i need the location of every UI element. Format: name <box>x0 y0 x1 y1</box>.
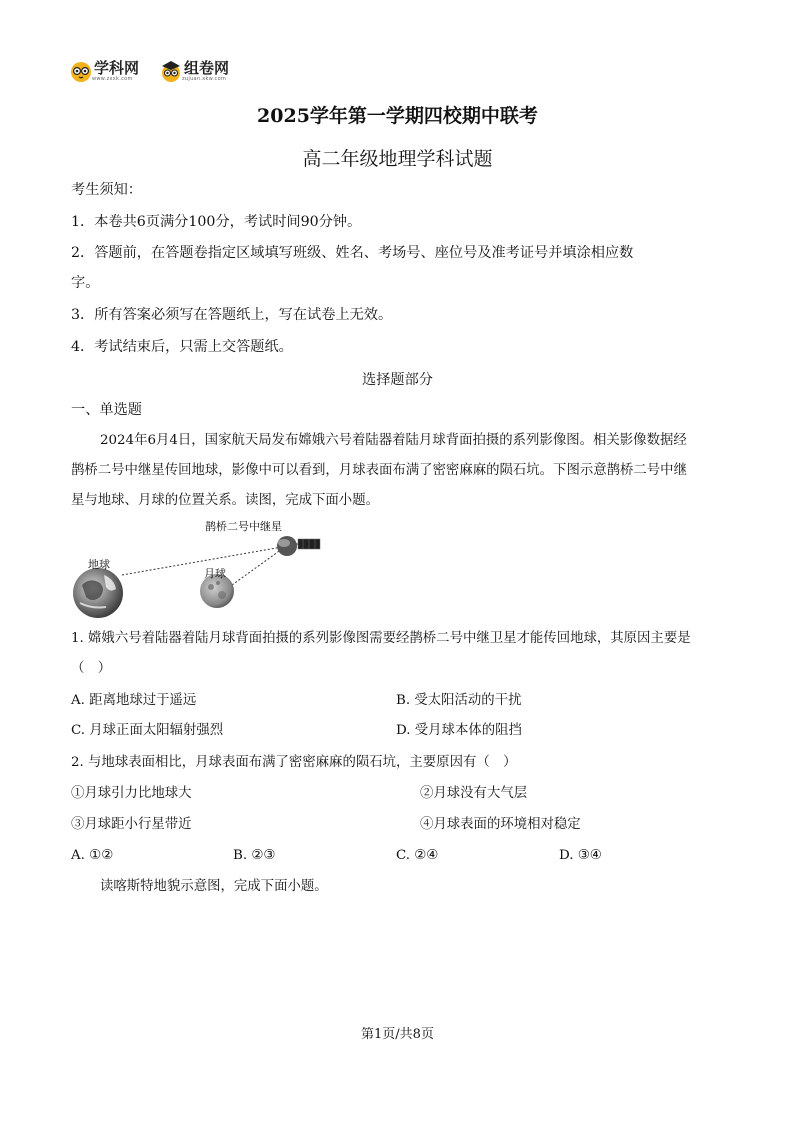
satellite-icon <box>277 536 320 556</box>
satellite-label: 鹊桥二号中继星 <box>205 520 282 533</box>
section-title: 选择题部分 <box>362 372 433 388</box>
logo-text: 组卷网 <box>184 59 230 77</box>
q1-option-b: B. 受太阳活动的干扰 <box>396 693 522 708</box>
exam-subtitle: 高二年级地理学科试题 <box>302 148 493 170</box>
notice-item-2-cont: 字。 <box>71 275 100 291</box>
earth-satellite-link <box>122 547 282 575</box>
earth-icon <box>73 568 123 618</box>
q2-statement-3: ③月球距小行星带近 <box>71 817 192 832</box>
q2-option-a: A. ①② <box>71 848 114 863</box>
q2-option-b: B. ②③ <box>233 848 276 863</box>
q2-statement-4: ④月球表面的环境相对稳定 <box>420 817 581 832</box>
notice-item-4: 4．考试结束后，只需上交答题纸。 <box>71 339 293 355</box>
logo-xuekewang <box>70 60 139 82</box>
notice-item-1: 1．本卷共6页满分100分，考试时间90分钟。 <box>71 214 362 230</box>
q2-option-c: C. ②④ <box>396 848 439 863</box>
intro-line-3: 星与地球、月球的位置关系。读图，完成下面小题。 <box>71 493 379 508</box>
owl-icon <box>70 60 92 82</box>
notice-heading: 考生须知： <box>71 182 142 198</box>
q1-paren: （ ） <box>71 661 112 676</box>
intro-line-1: 2024年6月4日，国家航天局发布嫦娥六号着陆器着陆月球背面拍摄的系列影像图。相关影像数据经 <box>100 433 687 448</box>
q2-statement-2: ②月球没有大气层 <box>420 786 528 801</box>
q1-stem: 1. 嫦娥六号着陆器着陆月球背面拍摄的系列影像图需要经鹊桥二号中继卫星才能传回地球，其原因主要是 <box>71 631 691 646</box>
notice-item-2: 2．答题前，在答题卷指定区域填写班级、姓名、考场号、座位号及准考证号并填涂相应数 <box>71 245 634 261</box>
intro-line-2: 鹊桥二号中继星传回地球，影像中可以看到，月球表面布满了密密麻麻的陨石坑。下图示意鹊桥二号中继 <box>71 463 687 478</box>
logo-url: www.zxxk.com <box>92 76 133 82</box>
notice-item-3: 3．所有答案必须写在答题纸上，写在试卷上无效。 <box>71 307 393 323</box>
q1-option-d: D. 受月球本体的阻挡 <box>396 723 522 738</box>
q1-option-a: A. 距离地球过于遥远 <box>71 693 197 708</box>
logo-url: zujuan.xkw.com <box>182 76 227 82</box>
logo-text: 学科网 <box>94 59 140 77</box>
moon-label: 月球 <box>204 567 226 580</box>
q2-stem: 2. 与地球表面相比，月球表面布满了密密麻麻的陨石坑，主要原因有（ ） <box>71 755 517 770</box>
page-number: 第1页/共8页 <box>361 1027 434 1042</box>
q1-option-c: C. 月球正面太阳辐射强烈 <box>71 723 224 738</box>
earth-label: 地球 <box>88 558 110 571</box>
part-heading: 一、单选题 <box>71 402 142 418</box>
logo-zujuanwang <box>160 60 229 82</box>
exam-title: 2025学年第一学期四校期中联考 <box>257 105 538 127</box>
moon-satellite-link <box>232 549 282 585</box>
q2-statement-1: ①月球引力比地球大 <box>71 786 192 801</box>
next-question-intro: 读喀斯特地貌示意图，完成下面小题。 <box>100 879 328 894</box>
graduate-owl-icon <box>160 60 182 82</box>
q2-option-d: D. ③④ <box>559 848 602 863</box>
